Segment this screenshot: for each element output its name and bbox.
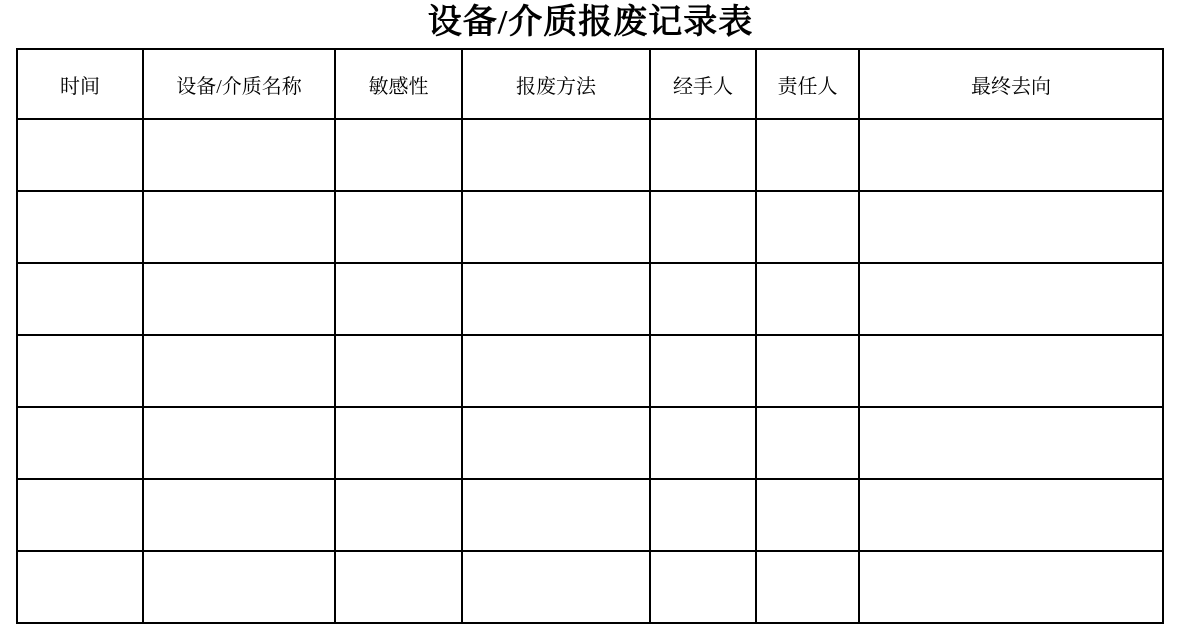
empty-cell <box>17 191 143 263</box>
empty-cell <box>756 119 859 191</box>
empty-cell <box>462 119 650 191</box>
empty-cell <box>143 191 335 263</box>
empty-cell <box>335 407 462 479</box>
empty-cell <box>756 263 859 335</box>
table-row <box>17 479 1163 551</box>
empty-cell <box>756 407 859 479</box>
table-row <box>17 551 1163 623</box>
empty-cell <box>859 119 1163 191</box>
empty-cell <box>756 335 859 407</box>
empty-cell <box>859 551 1163 623</box>
empty-cell <box>17 479 143 551</box>
empty-cell <box>650 263 756 335</box>
empty-cell <box>462 551 650 623</box>
empty-cell <box>859 335 1163 407</box>
empty-cell <box>17 335 143 407</box>
header-cell-time: 时间 <box>17 49 143 119</box>
table-row <box>17 407 1163 479</box>
empty-cell <box>462 407 650 479</box>
empty-cell <box>335 335 462 407</box>
empty-cell <box>756 479 859 551</box>
empty-cell <box>335 263 462 335</box>
empty-cell <box>143 335 335 407</box>
empty-cell <box>17 263 143 335</box>
empty-cell <box>462 335 650 407</box>
table-row <box>17 119 1163 191</box>
empty-cell <box>143 407 335 479</box>
empty-cell <box>650 551 756 623</box>
empty-cell <box>143 551 335 623</box>
empty-cell <box>756 551 859 623</box>
empty-cell <box>335 191 462 263</box>
table-row <box>17 191 1163 263</box>
empty-cell <box>17 407 143 479</box>
empty-cell <box>143 119 335 191</box>
empty-cell <box>335 119 462 191</box>
header-cell-final-destination: 最终去向 <box>859 49 1163 119</box>
empty-cell <box>650 119 756 191</box>
empty-cell <box>462 263 650 335</box>
disposal-record-table <box>16 48 1164 624</box>
empty-cell <box>462 191 650 263</box>
header-cell-device-media-name: 设备/介质名称 <box>143 49 335 119</box>
empty-cell <box>859 263 1163 335</box>
empty-cell <box>650 479 756 551</box>
empty-cell <box>17 551 143 623</box>
header-cell-sensitivity: 敏感性 <box>335 49 462 119</box>
page-title: 设备/介质报废记录表 <box>427 4 754 41</box>
empty-cell <box>859 479 1163 551</box>
header-cell-responsible-person: 责任人 <box>756 49 859 119</box>
header-row <box>17 49 1163 119</box>
header-cell-disposal-method: 报废方法 <box>462 49 650 119</box>
header-cell-handler: 经手人 <box>650 49 756 119</box>
empty-cell <box>335 551 462 623</box>
empty-cell <box>859 191 1163 263</box>
empty-cell <box>859 407 1163 479</box>
empty-cell <box>17 119 143 191</box>
empty-cell <box>650 335 756 407</box>
empty-cell <box>650 407 756 479</box>
table-row <box>17 335 1163 407</box>
table-row <box>17 263 1163 335</box>
empty-cell <box>143 479 335 551</box>
empty-cell <box>756 191 859 263</box>
empty-cell <box>143 263 335 335</box>
table-body <box>17 119 1163 623</box>
empty-cell <box>650 191 756 263</box>
empty-cell <box>335 479 462 551</box>
empty-cell <box>462 479 650 551</box>
